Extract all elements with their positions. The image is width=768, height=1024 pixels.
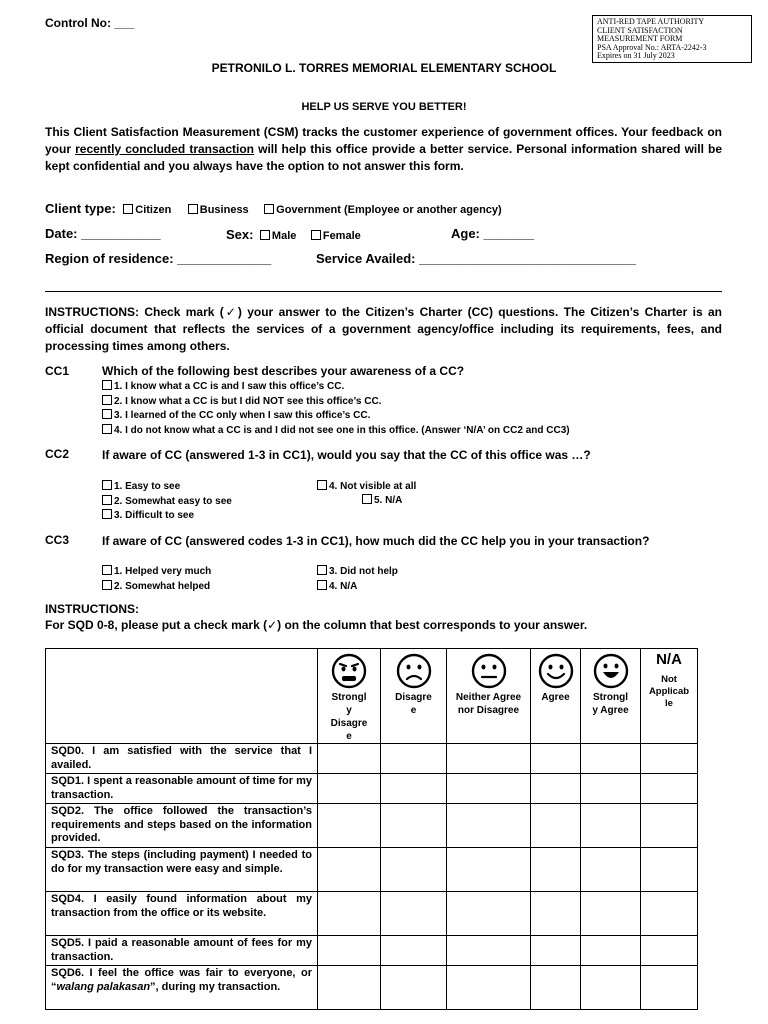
table-header-row	[46, 649, 698, 744]
very-sad-face-icon	[331, 653, 367, 689]
school-name: PETRONILO L. TORRES MEMORIAL ELEMENTARY SCHOOL	[211, 61, 557, 75]
checkbox[interactable]	[317, 565, 327, 575]
table-row	[46, 774, 698, 804]
scale-label: Neither Agree nor Disagree	[455, 692, 522, 716]
answer-cell[interactable]	[447, 744, 531, 774]
arta-line: PSA Approval No.: ARTA-2242-3	[597, 42, 707, 52]
answer-cell[interactable]	[641, 848, 698, 892]
answer-cell[interactable]	[381, 744, 447, 774]
cc1-option[interactable]	[102, 380, 570, 395]
cc3-question: If aware of CC (answered codes 1-3 in CC1), how much did the CC help you in your transaction?	[102, 534, 650, 548]
option-label: 5. N/A	[374, 495, 403, 506]
arta-line: ANTI-RED TAPE AUTHORITY	[597, 17, 705, 26]
arta-line: Expires on 31 July 2023	[597, 51, 675, 60]
grin-face-icon	[593, 653, 629, 689]
header-strongly-agree	[581, 649, 641, 744]
cc2-option[interactable]	[102, 509, 232, 524]
sqd6-italic: walang palakasan	[56, 980, 151, 993]
answer-cell[interactable]	[318, 892, 381, 936]
sex-label: Sex:	[226, 227, 254, 242]
answer-cell[interactable]	[531, 966, 581, 1010]
cc1-option[interactable]	[102, 424, 570, 439]
sqd6-text: SQD6. I feel the office was fair to everyone, or “	[51, 967, 312, 993]
option-label: 1. Helped very much	[114, 566, 212, 577]
option-label: 3. Did not help	[329, 566, 398, 577]
header-agree	[531, 649, 581, 744]
cc2-options-left	[102, 480, 232, 524]
arta-line: MEASUREMENT FORM	[597, 34, 683, 43]
business-checkbox[interactable]	[188, 204, 198, 214]
answer-cell[interactable]	[581, 936, 641, 966]
answer-cell[interactable]	[641, 966, 698, 1010]
header-strongly-disagree	[318, 649, 381, 744]
na-title: N/A	[656, 651, 682, 668]
answer-cell[interactable]	[318, 966, 381, 1010]
sqd-question: SQD1. I spent a reasonable amount of time for my transaction.	[46, 774, 318, 804]
cc3-code: CC3	[45, 533, 70, 547]
age-field[interactable]: Age: _______	[451, 226, 535, 241]
answer-cell[interactable]	[381, 966, 447, 1010]
answer-cell[interactable]	[641, 744, 698, 774]
checkbox[interactable]	[102, 509, 112, 519]
cc3-option[interactable]	[317, 580, 398, 595]
control-number: Control No: ___	[45, 16, 135, 30]
sqd-question: SQD3. The steps (including payment) I needed to do for my transaction were easy and simple.	[46, 848, 318, 892]
answer-cell[interactable]	[581, 804, 641, 848]
answer-cell[interactable]	[531, 936, 581, 966]
answer-cell[interactable]	[381, 848, 447, 892]
form-heading: HELP US SERVE YOU BETTER!	[301, 101, 467, 113]
option-label: 2. I know what a CC is but I did NOT see this office’s CC.	[114, 395, 382, 407]
intro-paragraph	[45, 124, 722, 174]
cc3-options-left	[102, 565, 211, 594]
answer-cell[interactable]	[447, 892, 531, 936]
cc3-option[interactable]	[102, 565, 211, 580]
table-row	[46, 744, 698, 774]
answer-cell[interactable]	[318, 804, 381, 848]
citizen-label: Citizen	[135, 204, 172, 216]
checkbox[interactable]	[102, 409, 112, 419]
option-label: 3. I learned of the CC only when I saw this office’s CC.	[114, 410, 371, 421]
answer-cell[interactable]	[641, 936, 698, 966]
intro-underlined: recently concluded transaction	[75, 141, 255, 156]
scale-label: Agree	[541, 692, 570, 703]
checkbox[interactable]	[102, 580, 112, 590]
answer-cell[interactable]	[581, 848, 641, 892]
neutral-face-icon	[471, 653, 507, 689]
scale-label: Strongl y Agree	[592, 692, 629, 716]
answer-cell[interactable]	[318, 936, 381, 966]
answer-cell[interactable]	[381, 774, 447, 804]
female-label: Female	[322, 230, 361, 242]
male-checkbox[interactable]	[260, 230, 270, 240]
sqd-question: SQD0. I am satisfied with the service that I availed.	[46, 744, 318, 774]
cc2-code: CC2	[45, 447, 70, 461]
scale-label: Disagre e	[395, 692, 432, 716]
sqd-instructions-label: INSTRUCTIONS:	[45, 602, 139, 616]
sqd-table	[45, 648, 698, 1010]
option-label: 4. N/A	[329, 580, 358, 592]
answer-cell[interactable]	[447, 804, 531, 848]
cc2-option[interactable]	[102, 480, 232, 495]
answer-cell[interactable]	[531, 774, 581, 804]
checkbox[interactable]	[102, 395, 112, 405]
answer-cell[interactable]	[381, 936, 447, 966]
female-checkbox[interactable]	[311, 230, 321, 240]
header-neither	[447, 649, 531, 744]
table-row	[46, 892, 698, 936]
answer-cell[interactable]	[447, 936, 531, 966]
cc2-option[interactable]	[362, 494, 402, 509]
service-field[interactable]: Service Availed: ______________________________	[316, 251, 636, 266]
cc1-options	[102, 380, 570, 438]
government-label: Government (Employee or another agency)	[276, 204, 502, 216]
checkbox[interactable]	[102, 424, 112, 434]
cc1-option[interactable]	[102, 395, 570, 410]
sqd-question: SQD2. The office followed the transaction’s requirements and steps based on the information provided.	[46, 804, 318, 848]
date-field[interactable]: Date: ___________	[45, 226, 161, 241]
answer-cell[interactable]	[447, 774, 531, 804]
option-label: 2. Somewhat helped	[114, 580, 211, 592]
answer-cell[interactable]	[531, 892, 581, 936]
table-row	[46, 936, 698, 966]
sex-row	[226, 226, 361, 244]
smile-face-icon	[538, 653, 574, 689]
answer-cell[interactable]	[581, 744, 641, 774]
answer-cell[interactable]	[318, 744, 381, 774]
business-label: Business	[199, 204, 249, 216]
answer-cell[interactable]	[581, 892, 641, 936]
option-label: 1. I know what a CC is and I saw this office’s CC.	[114, 381, 345, 392]
option-label: 4. Not visible at all	[329, 481, 417, 492]
client-type-row	[45, 200, 502, 218]
sqd-question	[46, 966, 318, 1010]
client-type-label: Client type:	[45, 201, 116, 216]
cc1-question: Which of the following best describes your awareness of a CC?	[102, 364, 465, 378]
sqd-question: SQD5. I paid a reasonable amount of fees for my transaction.	[46, 936, 318, 966]
table-row	[46, 966, 698, 1010]
divider	[45, 291, 722, 292]
cc3-option[interactable]	[317, 565, 398, 580]
answer-cell[interactable]	[447, 848, 531, 892]
intro-text: will help this office provide a better service. Personal information shared will be kept confidential and you always have the option to not answer this form.	[45, 141, 723, 173]
answer-cell[interactable]	[447, 966, 531, 1010]
checkbox[interactable]	[102, 380, 112, 390]
arta-line: CLIENT SATISFACTION	[597, 25, 683, 35]
sqd-instructions-text: For SQD 0-8, please put a check mark (✓) on the column that best corresponds to your answer.	[45, 618, 588, 632]
header-blank-cell	[46, 649, 318, 744]
cc2-option[interactable]	[102, 495, 232, 510]
cc1-option[interactable]	[102, 409, 570, 424]
answer-cell[interactable]	[531, 804, 581, 848]
answer-cell[interactable]	[581, 966, 641, 1010]
checkbox[interactable]	[362, 494, 372, 504]
answer-cell[interactable]	[381, 892, 447, 936]
government-checkbox[interactable]	[264, 204, 274, 214]
answer-cell[interactable]	[641, 804, 698, 848]
region-field[interactable]: Region of residence: _____________	[45, 251, 272, 266]
checkbox[interactable]	[102, 480, 112, 490]
header-not-applicable	[641, 649, 698, 744]
arta-approval-box	[592, 15, 752, 63]
table-row	[46, 848, 698, 892]
cc3-option[interactable]	[102, 580, 211, 595]
answer-cell[interactable]	[641, 892, 698, 936]
answer-cell[interactable]	[641, 774, 698, 804]
checkbox[interactable]	[102, 495, 112, 505]
cc-instructions-label: INSTRUCTIONS:	[45, 305, 139, 319]
citizen-checkbox[interactable]	[123, 204, 133, 214]
sqd6-text: ”, during my transaction.	[150, 980, 281, 993]
cc1-code: CC1	[45, 364, 70, 378]
sqd-question: SQD4. I easily found information about my transaction from the office or its website.	[46, 892, 318, 936]
checkbox[interactable]	[102, 565, 112, 575]
option-label: 1. Easy to see	[114, 481, 181, 492]
intro-text: This Client Satisfaction Measurement (CSM) tracks the customer experience of government offices. Your feedback on your	[45, 125, 722, 156]
answer-cell[interactable]	[381, 804, 447, 848]
cc2-option[interactable]	[317, 480, 416, 495]
header-disagree	[381, 649, 447, 744]
checkbox[interactable]	[317, 480, 327, 490]
cc-instructions-text: Check mark (✓) your answer to the Citizen’s Charter (CC) questions. The Citizen’s Charter is an official document that reflects the services of a government agency/office including its requirements, fees, and processing times among others.	[45, 305, 722, 353]
checkbox[interactable]	[317, 580, 327, 590]
answer-cell[interactable]	[581, 774, 641, 804]
scale-label: Strongl y Disagre e	[330, 692, 368, 742]
answer-cell[interactable]	[318, 774, 381, 804]
option-label: 4. I do not know what a CC is and I did not see one in this office. (Answer ‘N/A’ on CC2 and CC3)	[114, 424, 570, 436]
option-label: 2. Somewhat easy to see	[114, 495, 232, 507]
answer-cell[interactable]	[318, 848, 381, 892]
cc3-options-right	[317, 565, 398, 594]
option-label: 3. Difficult to see	[114, 510, 195, 521]
cc2-question: If aware of CC (answered 1-3 in CC1), would you say that the CC of this office was …?	[102, 448, 591, 462]
sad-face-icon	[396, 653, 432, 689]
table-row	[46, 804, 698, 848]
cc-instructions	[45, 304, 722, 355]
answer-cell[interactable]	[531, 848, 581, 892]
male-label: Male	[271, 230, 297, 242]
answer-cell[interactable]	[531, 744, 581, 774]
na-text: Not Applicab le	[648, 674, 690, 709]
